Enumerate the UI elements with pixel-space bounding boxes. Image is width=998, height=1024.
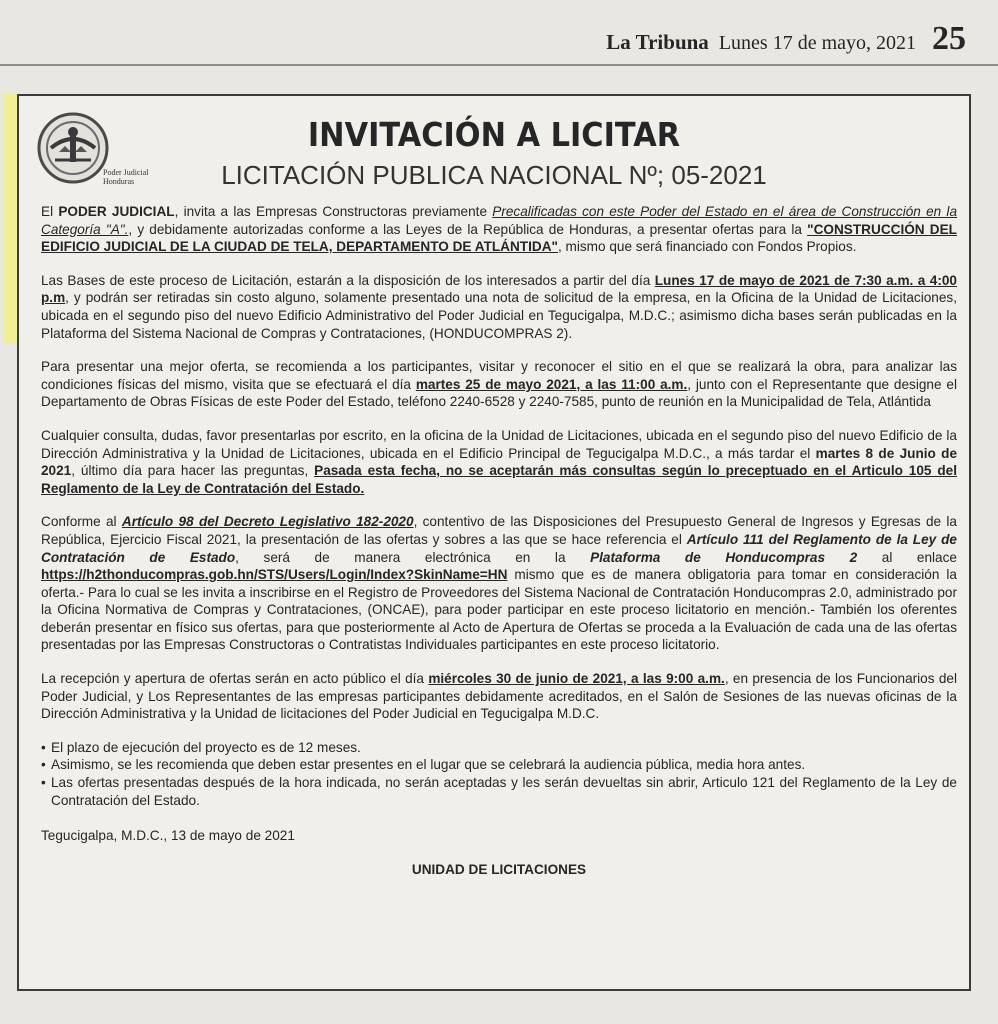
newspaper-name: La Tribuna <box>606 30 709 54</box>
logo-caption: Poder Judicial Honduras <box>103 168 149 186</box>
paragraph-site-visit: Para presentar una mejor oferta, se recomienda a los participantes, visitar y reconocer el sitio en el que se realizará la obra, para analizar las condiciones físicas del mismo, visita que se efectuará el día martes 25 de mayo 2021, a las 11:00 a.m., junto con el Representante que designe el Departamento de Obras Físicas de este Poder del Estado, teléfono 2240-6528 y 2240-7585, punto de reunión en la Municipalidad de Tela, Atlántida <box>41 359 957 410</box>
paragraph-questions: Cualquier consulta, dudas, favor presentarlas por escrito, en la oficina de la Unidad de Licitaciones, ubicada en el segundo piso del nuevo Edificio de la Dirección Administrativa y la Unidad de Licitaciones, ubicada en el Edificio Principal de Tegucigalpa M.D.C., a más tardar el martes 8 de Junio de 2021, último día para hacer las preguntas, Pasada esta fecha, no se aceptarán más consultas según lo preceptuado en el Articulo 105 del Reglamento de la Ley de Contratación del Estado. <box>41 427 957 496</box>
list-item: • Asimismo, se les recomienda que deben estar presentes en el lugar que se celebrará la audiencia pública, media hora antes. <box>41 756 957 774</box>
paragraph-opening: La recepción y apertura de ofertas serán en acto público el día miércoles 30 de junio de 2021, a las 9:00 a.m., en presencia de los Funcionarios del Poder Judicial, y Los Representantes de las empresas participantes debidamente acreditados, en el Salón de Sesiones de las nuevas oficinas de la Dirección Administrativa y la Unidad de licitaciones del Poder Judicial en Tegucigalpa M.D.C. <box>41 671 957 722</box>
notice-body <box>41 203 957 878</box>
newspaper-masthead <box>606 20 966 58</box>
paragraph-electronic-submission: Conforme al Artículo 98 del Decreto Legislativo 182-2020, contentivo de las Disposiciones del Presupuesto General de Ingresos y Egresas de la República, Ejercicio Fiscal 2021, la presentación de las ofertas y sobres a las que se hace referencia el Artículo 111 del Reglamento de la Ley de Contratación de Estado, será de manera electrónica en la Plataforma de Honducompras 2 al enlace https://h2thonducompras.gob.hn/STS/Users/Login/Index?SkinName=HN mismo que es de manera obligatoria para tomar en consideración la oferta.- Para lo cual se les invita a inscribirse en el Registro de Proveedores del Sistema Nacional de Contratación Honducompras 2.0, administrado por la Oficina Normativa de Compras y Contrataciones, (ONCAE), para poder participar en este proceso licitatorio en mención.- También los oferentes deberán presentar en físico sus ofertas, para que posteriormente al Acto de Apertura de Ofertas se proceda a la Evaluación de cada una de las ofertas presentadas por las Empresas Constructoras o Contratistas Individuales participantes en este proceso licitatorio. <box>41 514 957 653</box>
page-number: 25 <box>932 20 966 57</box>
signature: UNIDAD DE LICITACIONES <box>411 861 587 877</box>
issue-date: Lunes 17 de mayo, 2021 <box>718 32 916 54</box>
paragraph-invitation: El PODER JUDICIAL, invita a las Empresas Constructoras previamente Precalificadas con este Poder del Estado en el área de Construcción en la Categoría "A"., y debidamente autorizadas conforme a las Leyes de la República de Honduras, a presentar ofertas para la "CONSTRUCCIÓN DEL EDIFICIO JUDICIAL DE LA CIUDAD DE TELA, DEPARTAMENTO DE ATLÁNTIDA", mismo que será financiado con Fondos Propios. <box>41 204 958 255</box>
place-date: Tegucigalpa, M.D.C., 13 de mayo de 2021 <box>41 828 295 844</box>
list-item: • Las ofertas presentadas después de la hora indicada, no serán aceptadas y les serán devueltas sin abrir, Articulo 121 del Reglamento de la Ley de Contratación del Estado. <box>41 774 957 809</box>
masthead-rule <box>0 64 998 66</box>
tender-notice <box>17 94 971 991</box>
notice-subtitle: LICITACIÓN PUBLICA NACIONAL Nº; 05-2021 <box>221 160 767 190</box>
list-item: • El plazo de ejecución del proyecto es de 12 meses. <box>41 739 957 757</box>
conditions-list <box>41 739 957 809</box>
notice-title: INVITACIÓN A LICITAR <box>307 115 681 154</box>
honducompras-link[interactable]: https://h2thonducompras.gob.hn/STS/Users/Login/Index?SkinName=HN <box>41 567 508 583</box>
paragraph-bases: Las Bases de este proceso de Licitación, estarán a la disposición de los interesados a partir del día Lunes 17 de mayo de 2021 de 7:30 a.m. a 4:00 p.m, y podrán ser retiradas sin costo alguno, solamente presentado una nota de solicitud de la empresa, en la Oficina de la Unidad de Licitaciones, ubicada en el segundo piso del nuevo Edificio Administrativo del Poder Judicial en Tegucigalpa, M.D.C.; asimismo dicha bases serán publicadas en la Plataforma del Sistema Nacional de Compras y Contrataciones, (HONDUCOMPRAS 2). <box>41 272 957 341</box>
